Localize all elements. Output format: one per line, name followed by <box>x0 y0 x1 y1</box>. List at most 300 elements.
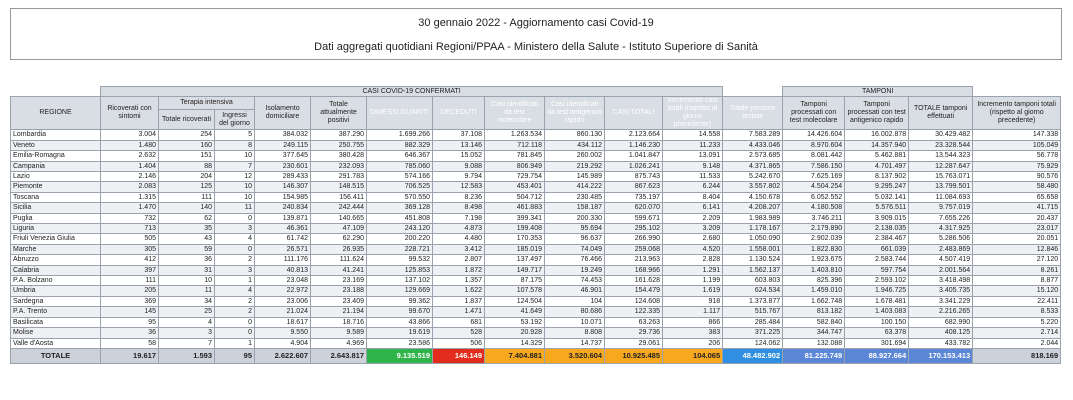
report-title: 30 gennaio 2022 - Aggiornamento casi Covid-19 <box>418 17 654 29</box>
value-cell: 87.175 <box>485 276 545 286</box>
value-cell: 23.328.544 <box>909 140 973 150</box>
value-cell: 1.471 <box>433 307 485 317</box>
total-cell: 95 <box>215 348 255 363</box>
value-cell: 15.052 <box>433 151 485 161</box>
table-row <box>11 224 1061 234</box>
region-name-cell: Abruzzo <box>11 255 101 265</box>
value-cell: 34 <box>159 296 215 306</box>
region-name-cell: Puglia <box>11 213 101 223</box>
terapia-band-header: Terapia intensiva <box>159 97 255 110</box>
value-cell: 8.081.442 <box>783 151 845 161</box>
value-cell: 574.166 <box>367 172 433 182</box>
value-cell: 41.715 <box>973 203 1061 213</box>
value-cell: 344.747 <box>783 328 845 338</box>
value-cell: 3 <box>215 224 255 234</box>
value-cell: 9.148 <box>663 161 723 171</box>
value-cell: 140.665 <box>311 213 367 223</box>
value-cell: 242.444 <box>311 203 367 213</box>
report-subtitle: Dati aggregati quotidiani Regioni/PPAA - Ministero della Salute - Istituto Superiore di Sanità <box>314 41 758 53</box>
value-cell: 29.736 <box>605 328 663 338</box>
value-cell: 3.909.015 <box>845 213 909 223</box>
total-cell: 1.593 <box>159 348 215 363</box>
value-cell: 7.655.226 <box>909 213 973 223</box>
value-cell: 8.533 <box>973 307 1061 317</box>
value-cell: 2.902.039 <box>783 234 845 244</box>
value-cell: 528 <box>433 328 485 338</box>
value-cell: 111 <box>159 192 215 202</box>
table-row <box>11 265 1061 275</box>
value-cell: 2.209 <box>663 213 723 223</box>
value-cell: 12.287.647 <box>909 161 973 171</box>
value-cell: 8.970.604 <box>783 140 845 150</box>
value-cell: 168.966 <box>605 265 663 275</box>
value-cell: 230.601 <box>255 161 311 171</box>
value-cell: 11.533 <box>663 172 723 182</box>
value-cell: 58 <box>101 338 159 348</box>
value-cell: 661.039 <box>845 244 909 254</box>
value-cell: 4 <box>215 286 255 296</box>
value-cell: 7.625.169 <box>783 172 845 182</box>
table-row <box>11 244 1061 254</box>
value-cell: 4.504.254 <box>783 182 845 192</box>
value-cell: 451.808 <box>367 213 433 223</box>
value-cell: 21.194 <box>311 307 367 317</box>
value-cell: 1.315 <box>101 192 159 202</box>
value-cell: 228.721 <box>367 244 433 254</box>
value-cell: 295.102 <box>605 224 663 234</box>
table-row <box>11 161 1061 171</box>
value-cell: 505 <box>101 234 159 244</box>
value-cell: 1.117 <box>663 307 723 317</box>
region-name-cell: Sardegna <box>11 296 101 306</box>
value-cell: 125 <box>159 182 215 192</box>
value-cell: 213.963 <box>605 255 663 265</box>
region-name-cell: P.A. Trento <box>11 307 101 317</box>
value-cell: 10 <box>215 192 255 202</box>
value-cell: 26.571 <box>255 244 311 254</box>
region-name-cell: Veneto <box>11 140 101 150</box>
total-cell: 10.925.485 <box>605 348 663 363</box>
value-cell: 249.115 <box>255 140 311 150</box>
value-cell: 387.290 <box>311 130 367 140</box>
value-cell: 36 <box>101 328 159 338</box>
value-cell: 9.757.019 <box>909 203 973 213</box>
value-cell: 408.125 <box>909 328 973 338</box>
value-cell: 2 <box>215 307 255 317</box>
col-header: Casi identificati da test antigenico rapido <box>545 97 605 130</box>
value-cell: 125.853 <box>367 265 433 275</box>
value-cell: 185.019 <box>485 244 545 254</box>
value-cell: 41.649 <box>485 307 545 317</box>
value-cell: 250.755 <box>311 140 367 150</box>
value-cell: 15.120 <box>973 286 1061 296</box>
value-cell: 147.338 <box>973 130 1061 140</box>
value-cell: 14.357.940 <box>845 140 909 150</box>
value-cell: 4.520 <box>663 244 723 254</box>
total-label: TOTALE <box>11 348 101 363</box>
col-header: TOTALE tamponi effettuati <box>909 97 973 130</box>
value-cell: 1.470 <box>101 203 159 213</box>
value-cell: 61.742 <box>255 234 311 244</box>
value-cell: 1.662.748 <box>783 296 845 306</box>
value-cell: 11 <box>215 203 255 213</box>
value-cell: 19.249 <box>545 265 605 275</box>
value-cell: 434.112 <box>545 140 605 150</box>
value-cell: 453.401 <box>485 182 545 192</box>
value-cell: 4.969 <box>311 338 367 348</box>
value-cell: 23.017 <box>973 224 1061 234</box>
value-cell: 461.883 <box>485 203 545 213</box>
value-cell: 9.088 <box>433 161 485 171</box>
value-cell: 291.783 <box>311 172 367 182</box>
value-cell: 56.778 <box>973 151 1061 161</box>
value-cell: 1.146.230 <box>605 140 663 150</box>
region-name-cell: Toscana <box>11 192 101 202</box>
value-cell: 145.989 <box>545 172 605 182</box>
value-cell: 3.341.229 <box>909 296 973 306</box>
value-cell: 46.361 <box>255 224 311 234</box>
value-cell: 9.550 <box>255 328 311 338</box>
value-cell: 63.378 <box>845 328 909 338</box>
value-cell: 681 <box>433 317 485 327</box>
value-cell: 1.558.001 <box>723 244 783 254</box>
value-cell: 7.583.289 <box>723 130 783 140</box>
col-header-guariti: DIMESSI GUARITI <box>367 97 433 130</box>
value-cell: 397 <box>101 265 159 275</box>
value-cell: 1.403.083 <box>845 307 909 317</box>
value-cell: 1.983.989 <box>723 213 783 223</box>
region-name-cell: Umbria <box>11 286 101 296</box>
value-cell: 399.341 <box>485 213 545 223</box>
value-cell: 1.263.534 <box>485 130 545 140</box>
value-cell: 1.130.524 <box>723 255 783 265</box>
value-cell: 301.694 <box>845 338 909 348</box>
value-cell: 95.694 <box>545 224 605 234</box>
value-cell: 380.428 <box>311 151 367 161</box>
total-cell: 48.482.902 <box>723 348 783 363</box>
value-cell: 124.504 <box>485 296 545 306</box>
value-cell: 7.198 <box>433 213 485 223</box>
value-cell: 243.120 <box>367 224 433 234</box>
value-cell: 2.083 <box>101 182 159 192</box>
value-cell: 0 <box>215 317 255 327</box>
value-cell: 1.622 <box>433 286 485 296</box>
value-cell: 146.307 <box>255 182 311 192</box>
value-cell: 11.084.693 <box>909 192 973 202</box>
region-name-cell: Lazio <box>11 172 101 182</box>
value-cell: 11.233 <box>663 140 723 150</box>
total-cell: 170.153.413 <box>909 348 973 363</box>
col-header: Incremento casi totali (rispetto al giorno precedente) <box>663 97 723 130</box>
value-cell: 305 <box>101 244 159 254</box>
value-cell: 369.128 <box>367 203 433 213</box>
value-cell: 95 <box>101 317 159 327</box>
value-cell: 3.004 <box>101 130 159 140</box>
value-cell: 712.118 <box>485 140 545 150</box>
value-cell: 918 <box>663 296 723 306</box>
value-cell: 7 <box>159 338 215 348</box>
value-cell: 1 <box>215 338 255 348</box>
value-cell: 1.619 <box>663 286 723 296</box>
value-cell: 4.873 <box>433 224 485 234</box>
table-row <box>11 317 1061 327</box>
value-cell: 23.188 <box>311 286 367 296</box>
col-header: Totale ricoverati <box>159 110 215 130</box>
table-row <box>11 286 1061 296</box>
table-row <box>11 213 1061 223</box>
value-cell: 3 <box>215 265 255 275</box>
value-cell: 40.813 <box>255 265 311 275</box>
value-cell: 76.466 <box>545 255 605 265</box>
value-cell: 29.061 <box>605 338 663 348</box>
value-cell: 1.373.877 <box>723 296 783 306</box>
value-cell: 204 <box>159 172 215 182</box>
value-cell: 12.583 <box>433 182 485 192</box>
value-cell: 46.901 <box>545 286 605 296</box>
value-cell: 37.108 <box>433 130 485 140</box>
value-cell: 412 <box>101 255 159 265</box>
value-cell: 22.972 <box>255 286 311 296</box>
value-cell: 111.624 <box>311 255 367 265</box>
value-cell: 26.935 <box>311 244 367 254</box>
value-cell: 18.617 <box>255 317 311 327</box>
value-cell: 624.534 <box>723 286 783 296</box>
value-cell: 2.146 <box>101 172 159 182</box>
value-cell: 515.767 <box>723 307 783 317</box>
value-cell: 9.295.247 <box>845 182 909 192</box>
table-row <box>11 151 1061 161</box>
value-cell: 414.222 <box>545 182 605 192</box>
value-cell: 14.426.604 <box>783 130 845 140</box>
total-cell: 146.149 <box>433 348 485 363</box>
value-cell: 122.335 <box>605 307 663 317</box>
value-cell: 75.929 <box>973 161 1061 171</box>
total-cell: 3.520.604 <box>545 348 605 363</box>
value-cell: 0 <box>215 328 255 338</box>
value-cell: 124.608 <box>605 296 663 306</box>
value-cell: 161.628 <box>605 276 663 286</box>
value-cell: 74.049 <box>545 244 605 254</box>
value-cell: 3.209 <box>663 224 723 234</box>
value-cell: 4.180.508 <box>783 203 845 213</box>
value-cell: 139.871 <box>255 213 311 223</box>
value-cell: 132.088 <box>783 338 845 348</box>
value-cell: 1.678.481 <box>845 296 909 306</box>
value-cell: 599.671 <box>605 213 663 223</box>
value-cell: 41.241 <box>311 265 367 275</box>
value-cell: 504.712 <box>485 192 545 202</box>
value-cell: 384.032 <box>255 130 311 140</box>
covid-table <box>10 86 1061 364</box>
value-cell: 2.044 <box>973 338 1061 348</box>
table-row <box>11 234 1061 244</box>
value-cell: 12 <box>215 172 255 182</box>
value-cell: 199.408 <box>485 224 545 234</box>
value-cell: 43 <box>159 234 215 244</box>
value-cell: 2.483.869 <box>909 244 973 254</box>
value-cell: 11 <box>159 286 215 296</box>
region-name-cell: Piemonte <box>11 182 101 192</box>
value-cell: 5.576.511 <box>845 203 909 213</box>
value-cell: 107.578 <box>485 286 545 296</box>
value-cell: 14.558 <box>663 130 723 140</box>
region-name-cell: Campania <box>11 161 101 171</box>
value-cell: 3.405.735 <box>909 286 973 296</box>
value-cell: 6.244 <box>663 182 723 192</box>
value-cell: 8.261 <box>973 265 1061 275</box>
value-cell: 104 <box>545 296 605 306</box>
table-row <box>11 172 1061 182</box>
value-cell: 4.480 <box>433 234 485 244</box>
value-cell: 19.619 <box>367 328 433 338</box>
value-cell: 12.846 <box>973 244 1061 254</box>
value-cell: 5.220 <box>973 317 1061 327</box>
value-cell: 62.290 <box>311 234 367 244</box>
value-cell: 3.746.211 <box>783 213 845 223</box>
value-cell: 140 <box>159 203 215 213</box>
value-cell: 200.330 <box>545 213 605 223</box>
value-cell: 2.807 <box>433 255 485 265</box>
region-name-cell: P.A. Bolzano <box>11 276 101 286</box>
value-cell: 10.071 <box>545 317 605 327</box>
total-cell: 9.135.519 <box>367 348 433 363</box>
value-cell: 232.093 <box>311 161 367 171</box>
value-cell: 785.060 <box>367 161 433 171</box>
value-cell: 23.169 <box>311 276 367 286</box>
value-cell: 7.586.150 <box>783 161 845 171</box>
value-cell: 80.686 <box>545 307 605 317</box>
table-row <box>11 130 1061 140</box>
value-cell: 285.484 <box>723 317 783 327</box>
value-cell: 23.048 <box>255 276 311 286</box>
value-cell: 205 <box>101 286 159 296</box>
value-cell: 1.404 <box>101 161 159 171</box>
tamponi-band-header: TAMPONI <box>783 87 973 97</box>
value-cell: 1.562.137 <box>723 265 783 275</box>
value-cell: 5.286.506 <box>909 234 973 244</box>
value-cell: 1.178.167 <box>723 224 783 234</box>
value-cell: 2.714 <box>973 328 1061 338</box>
value-cell: 8.236 <box>433 192 485 202</box>
blank-band <box>723 87 783 97</box>
value-cell: 23.586 <box>367 338 433 348</box>
value-cell: 2.123.664 <box>605 130 663 140</box>
blank-corner <box>11 87 101 97</box>
col-header: Totale attualmente positivi <box>311 97 367 130</box>
value-cell: 13.091 <box>663 151 723 161</box>
value-cell: 65.658 <box>973 192 1061 202</box>
value-cell: 90.576 <box>973 172 1061 182</box>
value-cell: 825.396 <box>783 276 845 286</box>
table-row <box>11 203 1061 213</box>
value-cell: 206 <box>663 338 723 348</box>
value-cell: 4.433.046 <box>723 140 783 150</box>
value-cell: 371.225 <box>723 328 783 338</box>
value-cell: 5.242.670 <box>723 172 783 182</box>
value-cell: 806.949 <box>485 161 545 171</box>
value-cell: 99.362 <box>367 296 433 306</box>
region-name-cell: Liguria <box>11 224 101 234</box>
col-header: Ingressi del giorno <box>215 110 255 130</box>
col-header: Tamponi processati con test antigenico rapido <box>845 97 909 130</box>
value-cell: 2.593.102 <box>845 276 909 286</box>
total-cell: 81.225.749 <box>783 348 845 363</box>
table-row <box>11 255 1061 265</box>
value-cell: 8.404 <box>663 192 723 202</box>
value-cell: 1.291 <box>663 265 723 275</box>
value-cell: 1.480 <box>101 140 159 150</box>
value-cell: 160 <box>159 140 215 150</box>
value-cell: 2.680 <box>663 234 723 244</box>
value-cell: 63.263 <box>605 317 663 327</box>
value-cell: 3.412 <box>433 244 485 254</box>
value-cell: 14.737 <box>545 338 605 348</box>
value-cell: 1.026.241 <box>605 161 663 171</box>
value-cell: 13.146 <box>433 140 485 150</box>
value-cell: 4.317.925 <box>909 224 973 234</box>
value-cell: 154.479 <box>605 286 663 296</box>
total-row <box>11 348 1061 363</box>
value-cell: 8.137.902 <box>845 172 909 182</box>
table-row <box>11 182 1061 192</box>
region-name-cell: Sicilia <box>11 203 101 213</box>
value-cell: 5 <box>215 130 255 140</box>
value-cell: 620.070 <box>605 203 663 213</box>
value-cell: 27.120 <box>973 255 1061 265</box>
value-cell: 240.834 <box>255 203 311 213</box>
value-cell: 1.923.675 <box>783 255 845 265</box>
value-cell: 732 <box>101 213 159 223</box>
region-name-cell: Basilicata <box>11 317 101 327</box>
value-cell: 5.032.141 <box>845 192 909 202</box>
value-cell: 124.062 <box>723 338 783 348</box>
value-cell: 646.367 <box>367 151 433 161</box>
value-cell: 582.840 <box>783 317 845 327</box>
region-name-cell: Friuli Venezia Giulia <box>11 234 101 244</box>
value-cell: 8.808 <box>545 328 605 338</box>
value-cell: 259.068 <box>605 244 663 254</box>
value-cell: 8 <box>215 140 255 150</box>
total-cell: 88.927.664 <box>845 348 909 363</box>
value-cell: 4 <box>215 234 255 244</box>
value-cell: 10 <box>215 182 255 192</box>
value-cell: 2.573.685 <box>723 151 783 161</box>
region-name-cell: Marche <box>11 244 101 254</box>
value-cell: 36 <box>159 255 215 265</box>
table-body <box>11 130 1061 364</box>
value-cell: 729.754 <box>485 172 545 182</box>
value-cell: 9.589 <box>311 328 367 338</box>
value-cell: 53.192 <box>485 317 545 327</box>
value-cell: 0 <box>215 244 255 254</box>
value-cell: 8.498 <box>433 203 485 213</box>
value-cell: 1.403.810 <box>783 265 845 275</box>
value-cell: 2.001.564 <box>909 265 973 275</box>
value-cell: 1.837 <box>433 296 485 306</box>
region-name-cell: Lombardia <box>11 130 101 140</box>
value-cell: 99.532 <box>367 255 433 265</box>
value-cell: 100.150 <box>845 317 909 327</box>
value-cell: 88 <box>159 161 215 171</box>
value-cell: 867.623 <box>605 182 663 192</box>
value-cell: 1.946.725 <box>845 286 909 296</box>
value-cell: 47.109 <box>311 224 367 234</box>
value-cell: 30.429.482 <box>909 130 973 140</box>
value-cell: 1.199 <box>663 276 723 286</box>
col-header: Totale persone testate <box>723 97 783 130</box>
value-cell: 860.130 <box>545 130 605 140</box>
value-cell: 20.051 <box>973 234 1061 244</box>
